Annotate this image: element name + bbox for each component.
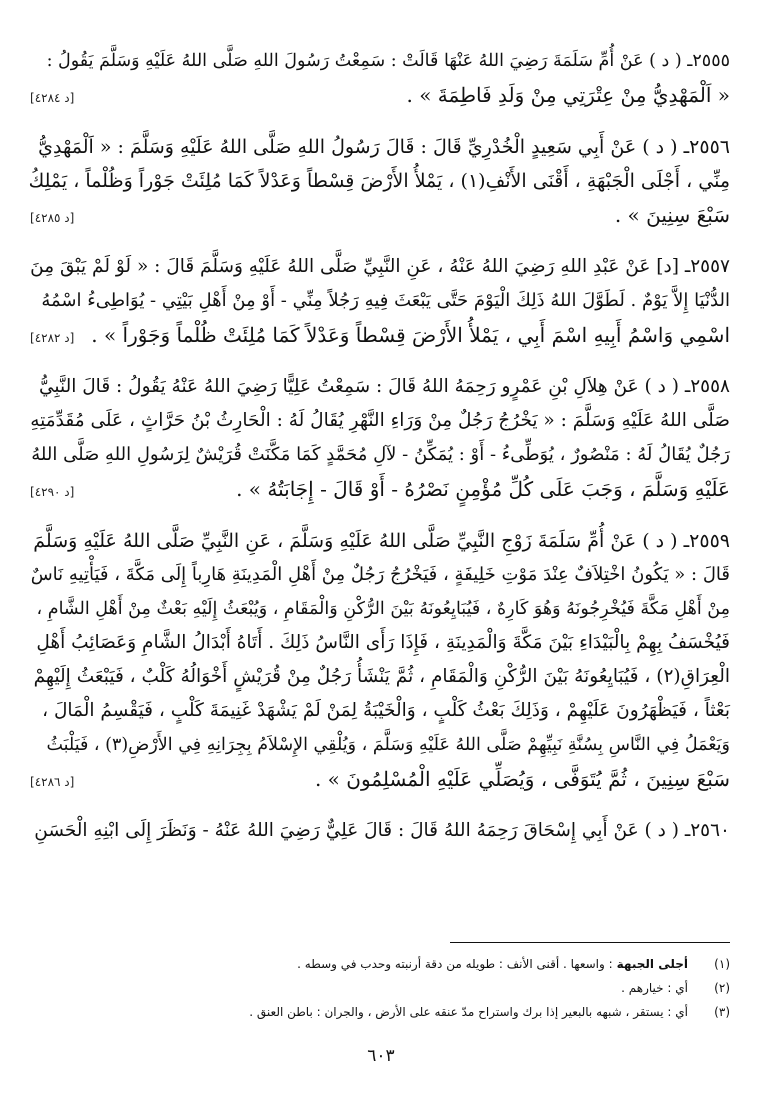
footnote-text: أي : يستقر ، شبهه بالبعير إذا برك واستراح مدّ عنقه على الأرض ، والجران : باطن العنق . [249, 1005, 688, 1019]
footnote-number: (٢) [714, 981, 730, 995]
footnote-term: أجلى الجبهة [616, 957, 688, 971]
text-line: بَعْثاً ، فَيَظْهَرُونَ عَلَيْهِمْ ، وَذَلِكَ بَعْثُ كَلْبٍ ، وَالْخَيْبَةُ لِمَنْ لَمْ يَشْهَدْ غَنِيمَةَ كَلْبٍ ، فَيَقْسِمُ الْمَالَ ، [42, 700, 730, 721]
text-line: ٢٥٥٧ـ [د] عَنْ عَبْدِ اللهِ رَضِيَ اللهُ عَنْهُ ، عَنِ النَّبِيِّ صَلَّى اللهُ عَلَيْهِ وَسَلَّمَ قَالَ : « لَوْ لَمْ يَبْقَ مِنَ [30, 256, 730, 277]
footnote-number: (٣) [714, 1005, 730, 1019]
text-line: صَلَّى اللهُ عَلَيْهِ وَسَلَّمَ : « يَخْرُجُ رَجُلٌ مِنْ وَرَاءِ النَّهْرِ يُقَالُ لَهُ : الْحَارِثُ بْنُ حَرَّاثٍ ، عَلَى مُقَدِّمَتِهِ [30, 410, 730, 431]
text-line: مِنِّي ، أَجْلَى الْجَبْهَةِ ، أَقْنَى الأَنْفِ(١) ، يَمْلأُ الأَرْضَ قِسْطاً وَعَدْلاً كَمَا مُلِئَتْ جَوْراً وَظُلْماً ، يَمْلِكُ [28, 170, 730, 192]
text-line: ٢٥٦٠ـ ( د ) عَنْ أَبِي إِسْحَاقَ رَحِمَهُ اللهُ قَالَ : قَالَ عَلِيٌّ رَضِيَ اللهُ عَنْهُ - وَنَظَرَ إِلَى ابْنِهِ الْحَسَنِ [34, 820, 730, 841]
text-line: الْعِرَاقِ(٢) ، فَيُبَايِعُونَهُ بَيْنَ الرُّكْنِ وَالْمَقَامِ ، ثُمَّ يَنْشَأُ رَجُلٌ مِنْ قُرَيْشٍ أَخْوَالُهُ كَلْبٌ ، فَيَبْعَثُ إِلَيْهِمْ [33, 666, 730, 687]
text-line: « اَلْمَهْدِيُّ مِنْ عِتْرَتِي مِنْ وَلَدِ فَاطِمَةَ » . [د ٤٢٨٤] [30, 78, 730, 112]
hadith-2556 [30, 130, 730, 232]
hadith-reference: [د ٤٢٨٦] [30, 775, 75, 789]
footnote-text: أي : خيارهم . [621, 981, 688, 995]
hadith-2559 [30, 524, 730, 796]
hadith-2558 [30, 370, 730, 506]
text-line: سَبْعَ سِنِينَ ، ثُمَّ يُتَوَفَّى ، وَيُصَلِّي عَلَيْهِ الْمُسْلِمُونَ » . [د ٤٢٨٦] [30, 762, 730, 796]
text-line: وَيَعْمَلُ فِي النَّاسِ بِسُنَّةِ نَبِيِّهِمْ صَلَّى اللهُ عَلَيْهِ وَسَلَّمَ ، وَيُلْقِي الإِسْلاَمُ بِجِرَانِهِ فِي الأَرْضِ(٣) ، فَيَلْبَثُ [46, 735, 730, 755]
hadith-text-block [30, 44, 730, 848]
text-line: سَبْعَ سِنِينَ » . [د ٤٢٨٥] [30, 198, 730, 232]
text-line: اسْمِي وَاسْمُ أَبِيهِ اسْمَ أَبِي ، يَمْلأُ الأَرْضَ قِسْطاً وَعَدْلاً كَمَا مُلِئَتْ ظُلْماً وَجَوْراً » . [د ٤٢٨٢] [30, 318, 730, 352]
text-line: ٢٥٥٦ـ ( د ) عَنْ أَبِي سَعِيدٍ الْخُدْرِيِّ قَالَ : قَالَ رَسُولُ اللهِ صَلَّى اللهُ عَلَيْهِ وَسَلَّمَ : « اَلْمَهْدِيُّ [38, 136, 730, 158]
text-line: ٢٥٥٥ـ ( د ) عَنْ أُمِّ سَلَمَةَ رَضِيَ اللهُ عَنْهَا قَالَتْ : سَمِعْتُ رَسُولَ اللهِ صَلَّى اللهُ عَلَيْهِ وَسَلَّمَ يَقُولُ : [46, 51, 730, 71]
text-line: الدُّنْيَا إِلاَّ يَوْمٌ . لَطَوَّلَ اللهُ ذَلِكَ الْيَوْمَ حَتَّى يَبْعَثَ فِيهِ رَجُلاً مِنِّي - أَوْ مِنْ أَهْلِ بَيْتِي - يُوَاطِىءُ اسْمُهُ [41, 290, 730, 311]
hadith-2557 [30, 250, 730, 352]
footnote-1 [30, 952, 730, 976]
footnote-text: : واسعها . أقنى الأنف : طويله من دقة أرنبته وحدب في وسطه . [297, 957, 613, 971]
text-line: قَالَ : « يَكُونُ اخْتِلاَفٌ عِنْدَ مَوْتِ خَلِيفَةٍ ، فَيَخْرُجُ رَجُلٌ مِنْ أَهْلِ الْمَدِينَةِ هَارِباً إِلَى مَكَّةَ ، فَيَأْتِيهِ نَاسٌ [30, 564, 730, 585]
footnotes [30, 952, 730, 1024]
hadith-reference: [د ٤٢٩٠] [30, 485, 75, 499]
hadith-reference: [د ٤٢٨٢] [30, 331, 75, 345]
text-line: ٢٥٥٩ـ ( د ) عَنْ أُمِّ سَلَمَةَ زَوْجِ النَّبِيِّ صَلَّى اللهُ عَلَيْهِ وَسَلَّمَ ، عَنِ النَّبِيِّ صَلَّى اللهُ عَلَيْهِ وَسَلَّمَ [33, 530, 730, 552]
hadith-reference: [د ٤٢٨٤] [30, 91, 75, 105]
footnote-divider [450, 942, 730, 943]
text-line: مِنْ أَهْلِ مَكَّةَ فَيُخْرِجُونَهُ وَهُوَ كَارِهٌ ، فَيُبَايِعُونَهُ بَيْنَ الرُّكْنِ وَالْمَقَامِ ، وَيُبْعَثُ إِلَيْهِ بَعْثٌ مِنْ أَهْلِ الشَّامِ ، [36, 599, 730, 619]
page-number: ٦٠٣ [367, 1046, 395, 1066]
text-line: عَلَيْهِ وَسَلَّمَ ، وَجَبَ عَلَى كُلِّ مُؤْمِنٍ نَصْرُهُ - أَوْ قَالَ - إِجَابَتُهُ » . [د ٤٢٩٠] [30, 472, 730, 506]
footnote-3 [30, 1000, 730, 1024]
hadith-2560 [30, 814, 730, 848]
text-line: ٢٥٥٨ـ ( د ) عَنْ هِلاَلِ بْنِ عَمْرٍو رَحِمَهُ اللهُ قَالَ : سَمِعْتُ عَلِيًّا رَضِيَ اللهُ عَنْهُ يَقُولُ : قَالَ النَّبِيُّ [39, 376, 730, 397]
hadith-reference: [د ٤٢٨٥] [30, 211, 75, 225]
text-line: فَيُخْسَفُ بِهِمْ بِالْبَيْدَاءِ بَيْنَ مَكَّةَ وَالْمَدِينَةِ ، فَإِذَا رَأَى النَّاسُ ذَلِكَ . أَتَاهُ أَبْدَالُ الشَّامِ وَعَصَائِبُ أَهْلِ [36, 632, 730, 653]
hadith-2555 [30, 44, 730, 112]
text-line: رَجُلٌ يُقَالُ لَهُ : مَنْصُورٌ ، يُوَطِّىءُ - أَوْ : يُمَكِّنُ - لآلِ مُحَمَّدٍ كَمَا مَكَّنَتْ قُرَيْشٌ لِرَسُولِ اللهِ صَلَّى اللهُ [31, 444, 730, 465]
footnote-number: (١) [714, 957, 730, 971]
footnote-2 [30, 976, 730, 1000]
